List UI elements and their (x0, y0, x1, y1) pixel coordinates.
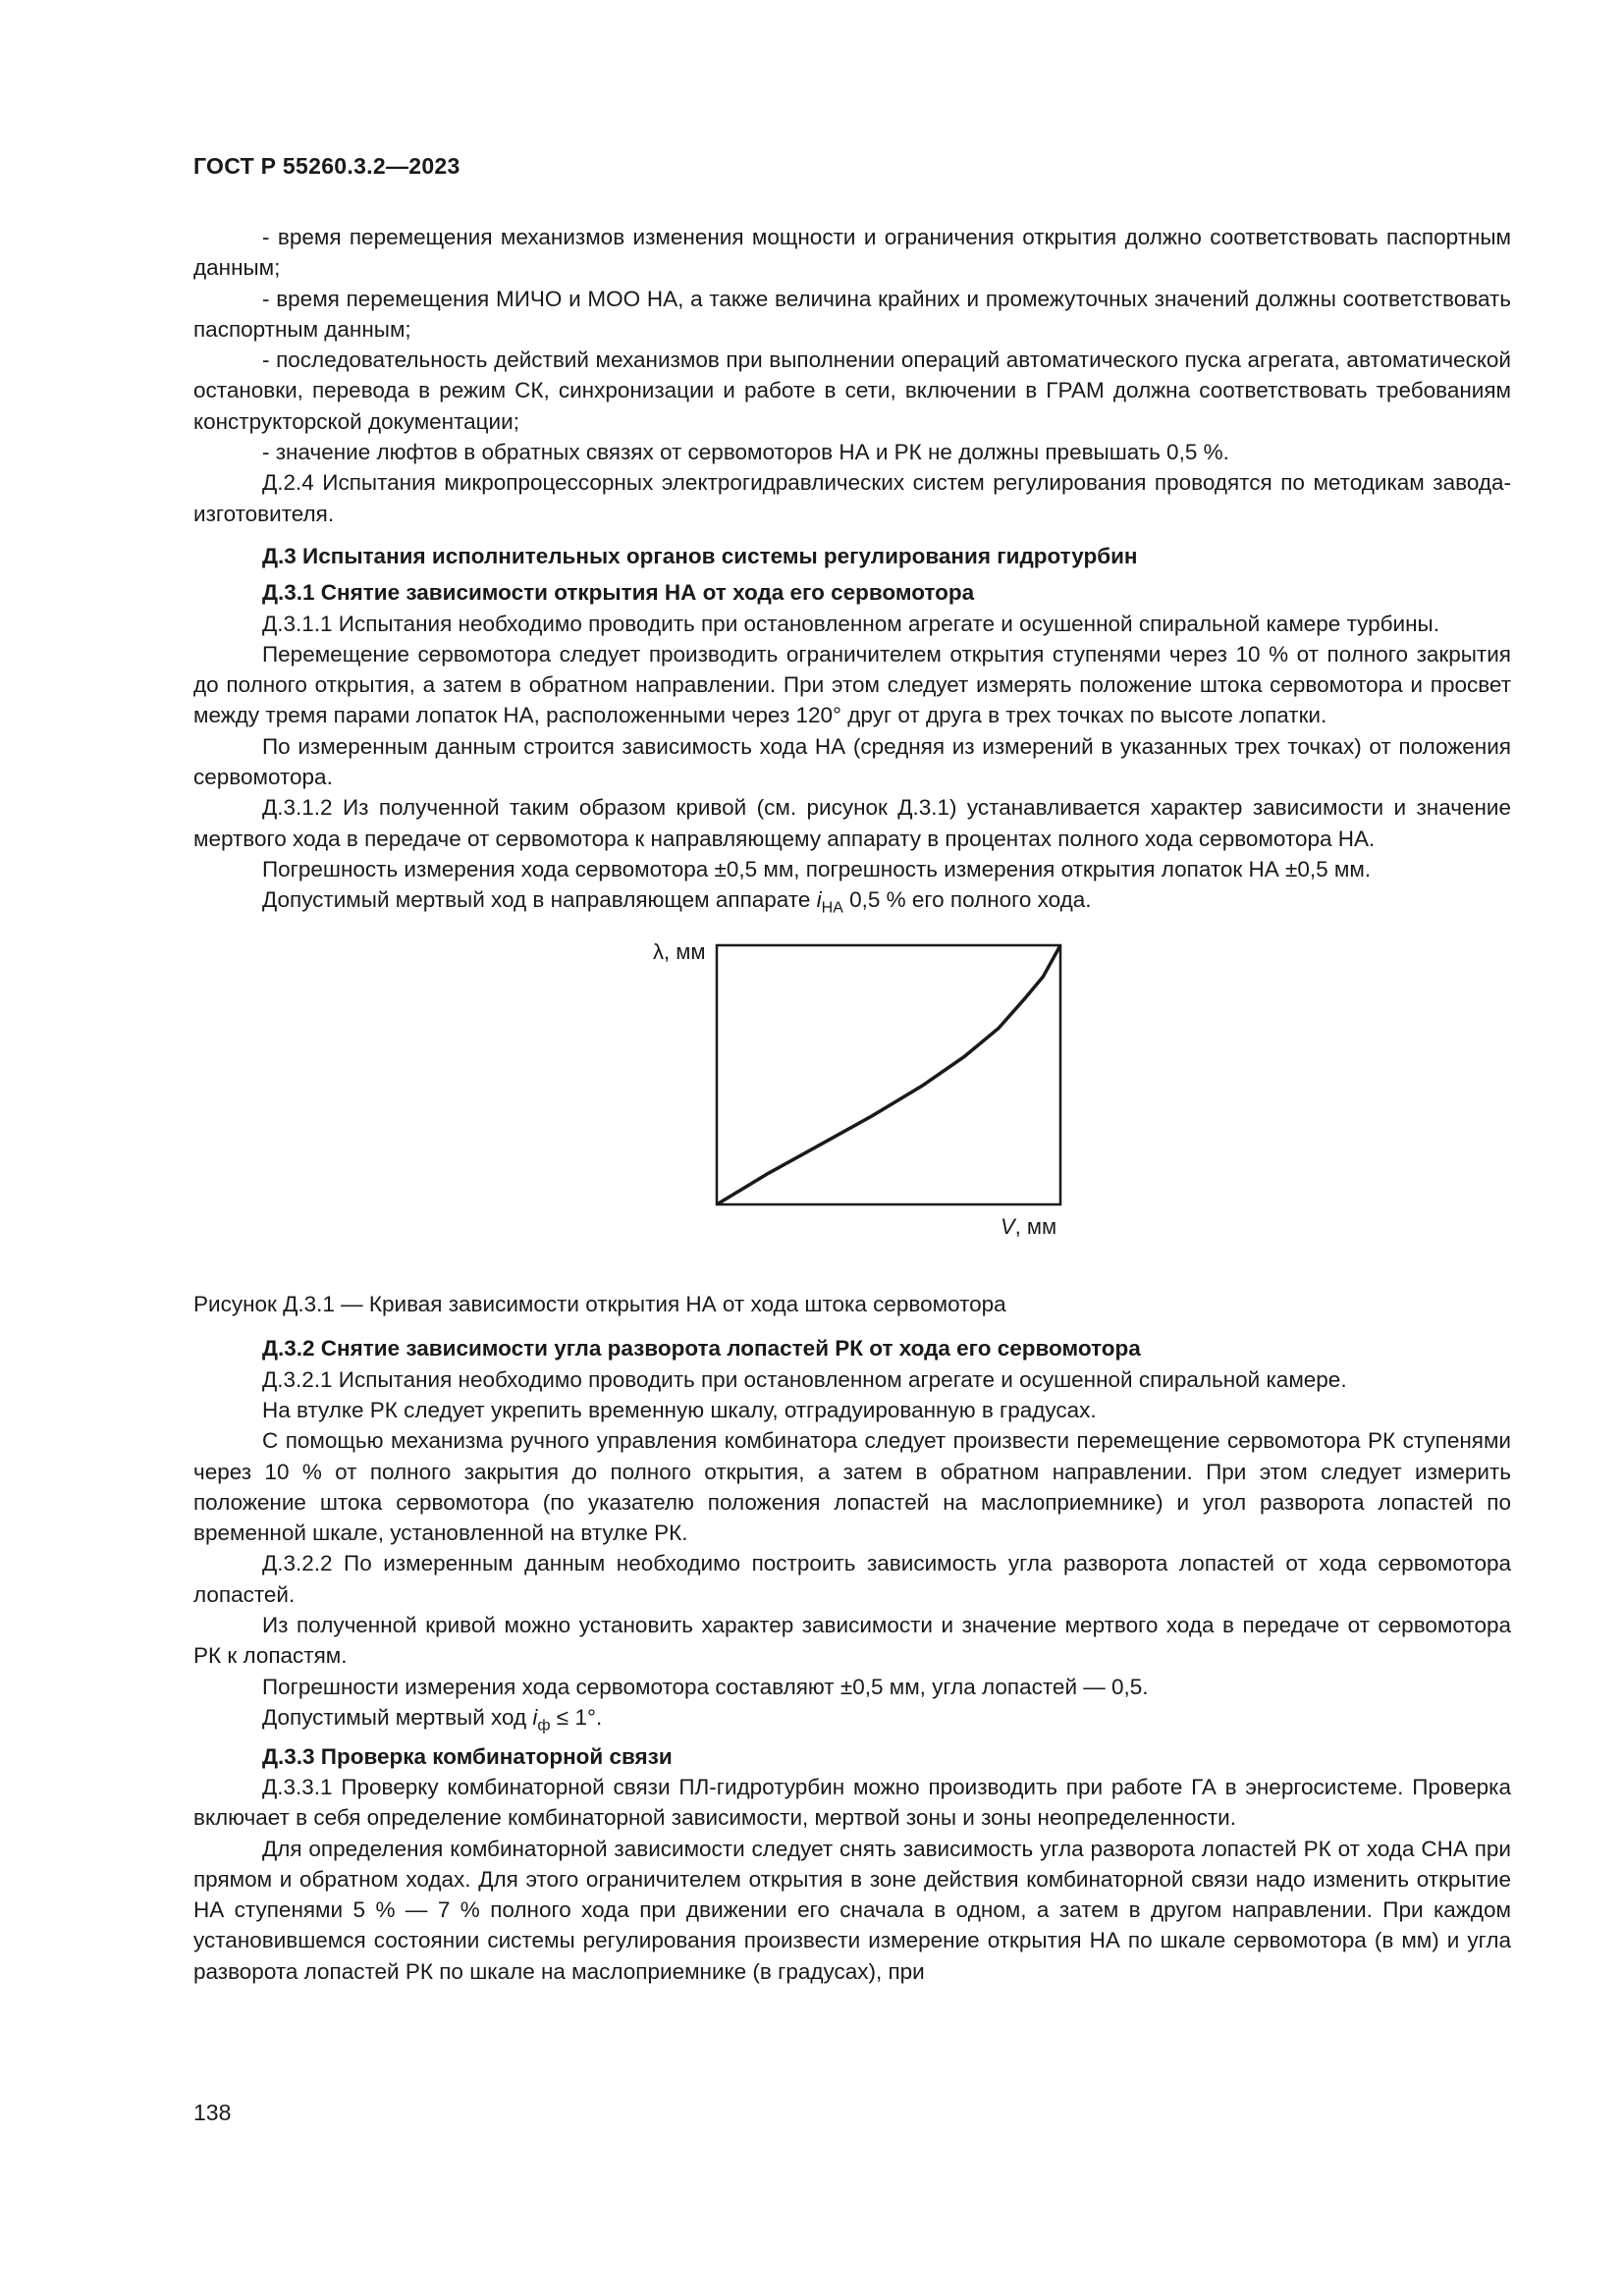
paragraph: Для определения комбинаторной зависимости следует снять зависимость угла разворота лопастей РК от хода СНА при прямом и обратном ходах. Для этого ограничителем открытия в зоне действия комбинаторной связи надо изменить открытие НА ступенями 5 % — 7 % полного хода при движении его сначала в одном, а затем в другом направлении. При каждом установившемся состоянии системы регулирования произвести измерение открытия НА по шкале сервомотора (в мм) и угла разворота лопастей РК по шкале на маслоприемнике (в градусах), при (193, 1836, 1511, 1984)
paragraph: Д.3.2.1 Испытания необходимо проводить при остановленном агрегате и осушенной спиральной камере. (262, 1366, 1347, 1392)
paragraph: - время перемещения механизмов изменения мощности и ограничения открытия должно соответствовать паспортным данным; (193, 225, 1511, 281)
paragraph: Погрешность измерения хода сервомотора ±0,5 мм, погрешность измерения открытия лопаток НА ±0,5 мм. (262, 856, 1372, 881)
subsection-heading-d32: Д.3.2 Снятие зависимости угла разворота лопастей РК от хода его сервомотора (262, 1336, 1141, 1362)
paragraph: Д.3.1.1 Испытания необходимо проводить при остановленном агрегате и осушенной спиральной камере турбины. (262, 611, 1439, 636)
page-content (193, 222, 1511, 1987)
paragraph: По измеренным данным строится зависимость хода НА (средняя из измерений в указанных трех точках) от положения сервомотора. (193, 733, 1511, 790)
document-header: ГОСТ Р 55260.3.2—2023 (193, 153, 460, 179)
plot-frame (717, 945, 1060, 1204)
symbol-subscript: ф (537, 1717, 551, 1735)
figure-caption: Рисунок Д.3.1 — Кривая зависимости открытия НА от хода штока сервомотора (193, 1292, 1006, 1317)
text-fragment: Допустимый мертвый ход в направляющем аппарате (262, 887, 817, 913)
series-line-curve (717, 945, 1060, 1204)
section-heading-d3: Д.3 Испытания исполнительных органов системы регулирования гидротурбин (262, 543, 1138, 568)
deadband-paragraph (193, 884, 1511, 924)
symbol-i: i (532, 1704, 538, 1730)
paragraph: Д.3.2.2 По измеренным данным необходимо построить зависимость угла разворота лопастей от хода сервомотора лопастей. (193, 1551, 1511, 1607)
paragraph: - последовательность действий механизмов при выполнении операций автоматического пуска агрегата, автоматической остановки, перевода в режим СК, синхронизации и работе в сети, включении в ГРАМ должна соответствовать требованиям конструкторской документации; (193, 347, 1511, 434)
deadband-paragraph (193, 1702, 1511, 1741)
y-axis-label: λ, мм (653, 939, 706, 965)
chart-svg (193, 934, 1511, 1289)
symbol-subscript: НА (821, 899, 843, 917)
paragraph: Д.2.4 Испытания микропроцессорных электрогидравлических систем регулирования проводятся по методикам завода-изготовителя. (193, 470, 1511, 526)
paragraph: Д.3.3.1 Проверку комбинаторной связи ПЛ-гидротурбин можно производить при работе ГА в энергосистеме. Проверка включает в себя определение комбинаторной зависимости, мертвой зоны и зоны неопределенности. (193, 1774, 1511, 1831)
figure-d31 (193, 934, 1511, 1289)
paragraph: Погрешности измерения хода сервомотора составляют ±0,5 мм, угла лопастей — 0,5. (262, 1674, 1149, 1699)
page-number: 138 (193, 2100, 232, 2125)
paragraph: С помощью механизма ручного управления комбинатора следует произвести перемещение сервомотора РК ступенями через 10 % от полного закрытия до полного открытия, а затем в обратном направлении. При этом следует измерить положение штока сервомотора (по указателю положения лопастей на маслоприемнике) и угол разворота лопастей по временной шкале, установленной на втулке РК. (193, 1428, 1511, 1546)
text-fragment: ≤ 1°. (550, 1704, 603, 1730)
paragraph: На втулке РК следует укрепить временную шкалу, отградуированную в градусах. (262, 1397, 1097, 1422)
subsection-heading-d33: Д.3.3 Проверка комбинаторной связи (262, 1743, 673, 1769)
symbol-i: i (816, 887, 822, 913)
text-fragment: 0,5 % его полного хода. (842, 887, 1092, 913)
x-axis-label: V, мм (1001, 1214, 1057, 1240)
paragraph: - значение люфтов в обратных связях от сервомоторов НА и РК не должны превышать 0,5 %. (262, 440, 1229, 465)
paragraph: - время перемещения МИЧО и МОО НА, а также величина крайних и промежуточных значений должны соответствовать паспортным данным; (193, 286, 1511, 342)
text-fragment: Допустимый мертвый ход (262, 1704, 533, 1730)
paragraph: Перемещение сервомотора следует производить ограничителем открытия ступенями через 10 % от полного закрытия до полного открытия, а затем в обратном направлении. При этом следует измерять положение штока сервомотора и просвет между тремя парами лопаток НА, расположенными через 120° друг от друга в трех точках по высоте лопатки. (193, 641, 1511, 728)
subsection-heading-d31: Д.3.1 Снятие зависимости открытия НА от хода его сервомотора (262, 580, 975, 606)
paragraph: Д.3.1.2 Из полученной таким образом кривой (см. рисунок Д.3.1) устанавливается характер зависимости и значение мертвого хода в передаче от сервомотора к направляющему аппарату в процентах полного хода сервомотора НА. (193, 795, 1511, 851)
paragraph: Из полученной кривой можно установить характер зависимости и значение мертвого хода в передаче от сервомотора РК к лопастям. (193, 1613, 1511, 1669)
